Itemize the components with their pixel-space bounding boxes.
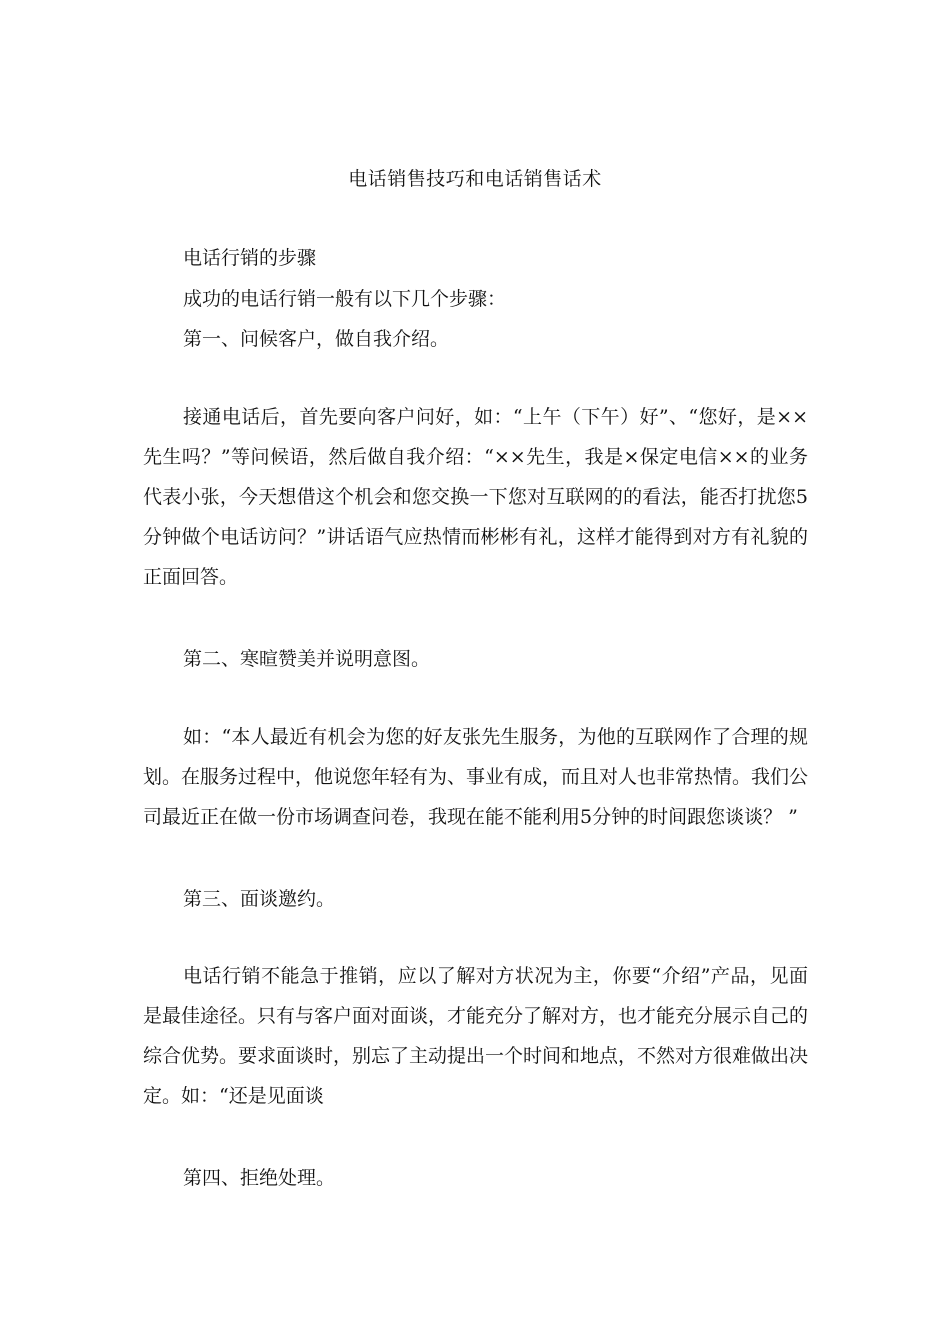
intro-line: 成功的电话行销一般有以下几个步骤： — [183, 288, 507, 310]
section-heading: 电话行销的步骤 — [183, 247, 317, 269]
document-title: 电话销售技巧和电话销售话术 — [348, 168, 602, 190]
step-4-title: 第四、拒绝处理。 — [183, 1167, 336, 1189]
step-3-title: 第三、面谈邀约。 — [183, 888, 336, 910]
step-2-body: 如：“本人最近有机会为您的好友张先生服务，为他的互联网作了合理的规划。在服务过程中，他说您年轻有为、事业有成，而且对人也非常热情。我们公司最近正在做一份市场调查问卷，我现在能不能利用5分钟的时间跟您谈谈？ ” — [143, 726, 809, 828]
step-1-title: 第一、问候客户，做自我介绍。 — [183, 328, 450, 350]
step-2-title: 第二、寒暄赞美并说明意图。 — [183, 648, 431, 670]
step-1-body: 接通电话后，首先要向客户问好，如：“上午（下午）好”、“您好，是××先生吗？”等问候语，然后做自我介绍：“××先生，我是×保定电信××的业务代表小张，今天想借这个机会和您交换一下您对互联网的的看法，能否打扰您5分钟做个电话访问？”讲话语气应热情而彬彬有礼，这样才能得到对方有礼貌的正面回答。 — [143, 406, 808, 588]
step-3-body: 电话行销不能急于推销，应以了解对方状况为主，你要“介绍”产品，见面是最佳途径。只有与客户面对面谈，才能充分了解对方，也才能充分展示自己的综合优势。要求面谈时，别忘了主动提出一个时间和地点，不然对方很难做出决定。如：“还是见面谈 — [143, 965, 809, 1107]
